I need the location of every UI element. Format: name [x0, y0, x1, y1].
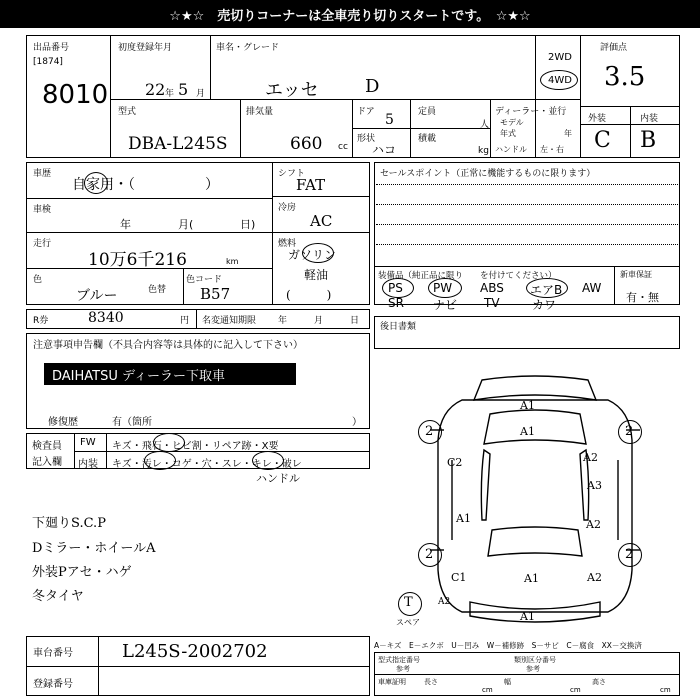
inspector-r2: キズ・汚レ・コゲ・穴・スレ・キレ・破レ [112, 459, 302, 470]
mark-left-rear: C1 [451, 571, 467, 584]
inspection-month: 月( [178, 218, 194, 231]
disp-unit: cc [338, 142, 348, 152]
fuel-v2: 軽油 [304, 268, 329, 282]
tire-fl: 2 [425, 424, 434, 439]
inspector-label1: 検査員 [32, 441, 62, 452]
shift-value: FAT [296, 176, 326, 194]
handnote-3: 外装Pアセ・ハゲ [32, 565, 132, 580]
history-circle [84, 172, 108, 194]
notice-m: 月 [314, 316, 324, 326]
dealer-l3: 年式 [500, 129, 516, 138]
fuel-label: 燃料 [278, 239, 297, 249]
car-damage-diagram [400, 370, 670, 632]
ext-grade: C [594, 128, 611, 153]
int-grade: B [640, 128, 657, 153]
color-code: B57 [200, 285, 231, 303]
inspection-label: 車検 [33, 205, 52, 215]
fuel-v3: ( ) [286, 288, 332, 302]
mark-hood: A1 [520, 425, 535, 438]
color-label: 色 [33, 275, 43, 285]
chassis-label: 車台番号 [33, 648, 73, 659]
equip-leather: カワ [532, 298, 557, 312]
reg-year: 22 [145, 80, 166, 99]
form-l4: 車庫証明 [378, 678, 406, 686]
type-label: 型式 [118, 107, 137, 117]
form-l2: 類別区分番号 [514, 656, 556, 664]
color-code-label: 色コード [186, 275, 223, 285]
inspector-fw: FW [80, 437, 96, 448]
reg-year-unit: 年 [165, 89, 175, 99]
disp-value: 660 [290, 134, 323, 154]
repair-value: 有（箇所 [112, 417, 152, 428]
reg-month: 5 [178, 80, 189, 99]
inspector-r1: キズ・飛石・ヒビ割・リペア跡・X要 [112, 441, 279, 452]
drive-4wd: 4WD [548, 75, 572, 86]
inspector-chip-circle [153, 433, 185, 452]
lot-label: 出品番号 [33, 43, 70, 53]
new-warranty-value: 有・無 [626, 291, 659, 304]
repair-label: 修復歴 [48, 417, 78, 428]
equip-label: 装備品（純正品に限り を付けてください） [378, 271, 557, 281]
form-l3: 参考 [396, 665, 410, 673]
mark-front-bumper: A1 [520, 399, 535, 412]
dealer-year-mark: 年 [564, 129, 572, 138]
disp-label: 排気量 [246, 107, 274, 117]
tire-fr: 2 [625, 424, 634, 439]
new-warranty-label: 新車保証 [620, 270, 652, 279]
ac-value: AC [310, 212, 333, 230]
form-l1: 型式指定番号 [378, 656, 420, 664]
inspector-int: 内装 [78, 459, 98, 470]
equip-tv: TV [484, 296, 500, 310]
mark-rear-hatch: A1 [524, 572, 539, 585]
dealer-l2: モデル [500, 118, 524, 127]
inspector-stain-circle [144, 451, 176, 470]
notice-y: 年 [278, 316, 288, 326]
repair-close: ） [352, 417, 362, 428]
handnote-4: 冬タイヤ [32, 589, 84, 604]
form-l3b: 参考 [526, 665, 540, 673]
recycle-unit: 円 [180, 316, 190, 326]
mileage-label: 走行 [33, 239, 52, 249]
ext-label: 外装 [588, 114, 607, 124]
inspector-label2: 記入欄 [32, 457, 62, 468]
mileage-value: 10万6千216 [88, 250, 187, 270]
later-docs-label: 後日書類 [380, 322, 417, 332]
equip-aw: AW [582, 281, 602, 295]
history-label: 車歴 [33, 169, 52, 179]
equip-airbag: エアB [530, 283, 563, 297]
lot-id: [1874] [33, 57, 63, 67]
capacity-unit: 人 [480, 120, 490, 130]
handnote-1: 下廻りS.C.P [32, 516, 106, 531]
notice-d: 日 [350, 316, 360, 326]
load-unit: kg [478, 146, 489, 156]
equip-sr: SR [388, 296, 404, 310]
form-cm1: cm [482, 686, 493, 694]
notice-label: 名変通知期限 [202, 316, 257, 326]
shift-label: シフト [278, 169, 306, 179]
door-value: 5 [385, 112, 394, 128]
equip-pw: PW [433, 281, 453, 295]
spare-mark: T [404, 595, 413, 610]
mark-right-door: A2 [586, 518, 601, 531]
sales-point-label: セールスポイント（正常に機能するものに限ります） [380, 169, 596, 179]
form-cm2: cm [570, 686, 581, 694]
dealer-l5: 左・右 [540, 145, 564, 154]
dealer-tradein: DAIHATSU ディーラー下取車 [44, 363, 296, 385]
score-value: 3.5 [604, 62, 646, 92]
mark-rear-bumper: A1 [520, 610, 535, 623]
drive-2wd: 2WD [548, 52, 572, 63]
recycle-label: R券 [33, 316, 49, 326]
mark-left-rear-low: A2 [438, 597, 451, 607]
capacity-label: 定員 [418, 107, 437, 117]
int-label: 内装 [640, 114, 659, 124]
load-label: 積載 [418, 134, 437, 144]
tire-rr: 2 [625, 547, 634, 562]
defect-legend: A－キズ E－エクボ U－凹み W－補修跡 S－サビ C－腐食 XX－交換済 [374, 641, 642, 650]
model-label: 車名・グレード [216, 43, 280, 53]
form-l5: 長さ [424, 678, 438, 686]
tire-rl: 2 [425, 547, 434, 562]
spare-label: スペア [396, 618, 420, 627]
inspection-year: 年 [120, 218, 131, 231]
later-docs-box [374, 316, 680, 349]
mark-right-fender: A3 [587, 479, 602, 492]
banner: ☆★☆ 売切りコーナーは全車売り切りスタートです。 ☆★☆ [0, 0, 700, 28]
inspector-wear-circle [252, 451, 284, 470]
equip-pw-circle [428, 278, 462, 298]
shape-value: ハコ [372, 143, 397, 157]
door-label: ドア [357, 107, 375, 117]
color-value: ブルー [76, 288, 118, 304]
equip-airbag-circle [526, 278, 568, 298]
history-value: 自家用・（ ） [72, 177, 219, 193]
chassis-value: L245S-2002702 [122, 641, 268, 662]
form-l6: 幅 [504, 678, 511, 686]
inspection-day: 日) [240, 218, 256, 231]
handnote-2: Dミラー・ホイールA [32, 541, 156, 556]
model-grade: D [365, 76, 380, 97]
equip-abs: ABS [480, 281, 504, 295]
equip-ps: PS [388, 281, 403, 295]
inspector-note: ハンドル [256, 472, 300, 485]
form-l7: 高さ [592, 678, 606, 686]
mark-right-front: A2 [583, 451, 598, 464]
dealer-l4: ハンドル [495, 145, 527, 154]
mileage-unit: km [226, 257, 239, 266]
equip-navi: ナビ [433, 298, 458, 312]
drive-4wd-circle [540, 70, 578, 90]
mark-right-rear: A2 [587, 571, 602, 584]
score-label: 評価点 [600, 43, 628, 53]
mark-left-door: A1 [456, 512, 471, 525]
model-name: エッセ [265, 80, 319, 101]
reg-month-unit: 月 [196, 89, 206, 99]
equip-ps-circle [382, 278, 414, 298]
fuel-v1: ガソリン [288, 248, 337, 262]
mark-left-fender: C2 [447, 456, 463, 469]
fuel-circle [302, 243, 334, 263]
color-change: 色替 [148, 285, 167, 295]
shape-label: 形状 [357, 134, 376, 144]
dealer-l1: ディーラー・並行 [495, 107, 567, 117]
notes-label: 注意事項申告欄（不具合内容等は具体的に記入して下さい） [33, 340, 303, 351]
form-cm3: cm [660, 686, 671, 694]
regno-label: 登録番号 [33, 679, 73, 690]
reg-label: 初度登録年月 [118, 43, 173, 53]
ac-label: 冷房 [278, 203, 297, 213]
top-info-box [26, 35, 680, 158]
lot-number: 8010 [42, 80, 109, 110]
recycle-value: 8340 [88, 310, 124, 326]
type-value: DBA-L245S [128, 134, 228, 154]
